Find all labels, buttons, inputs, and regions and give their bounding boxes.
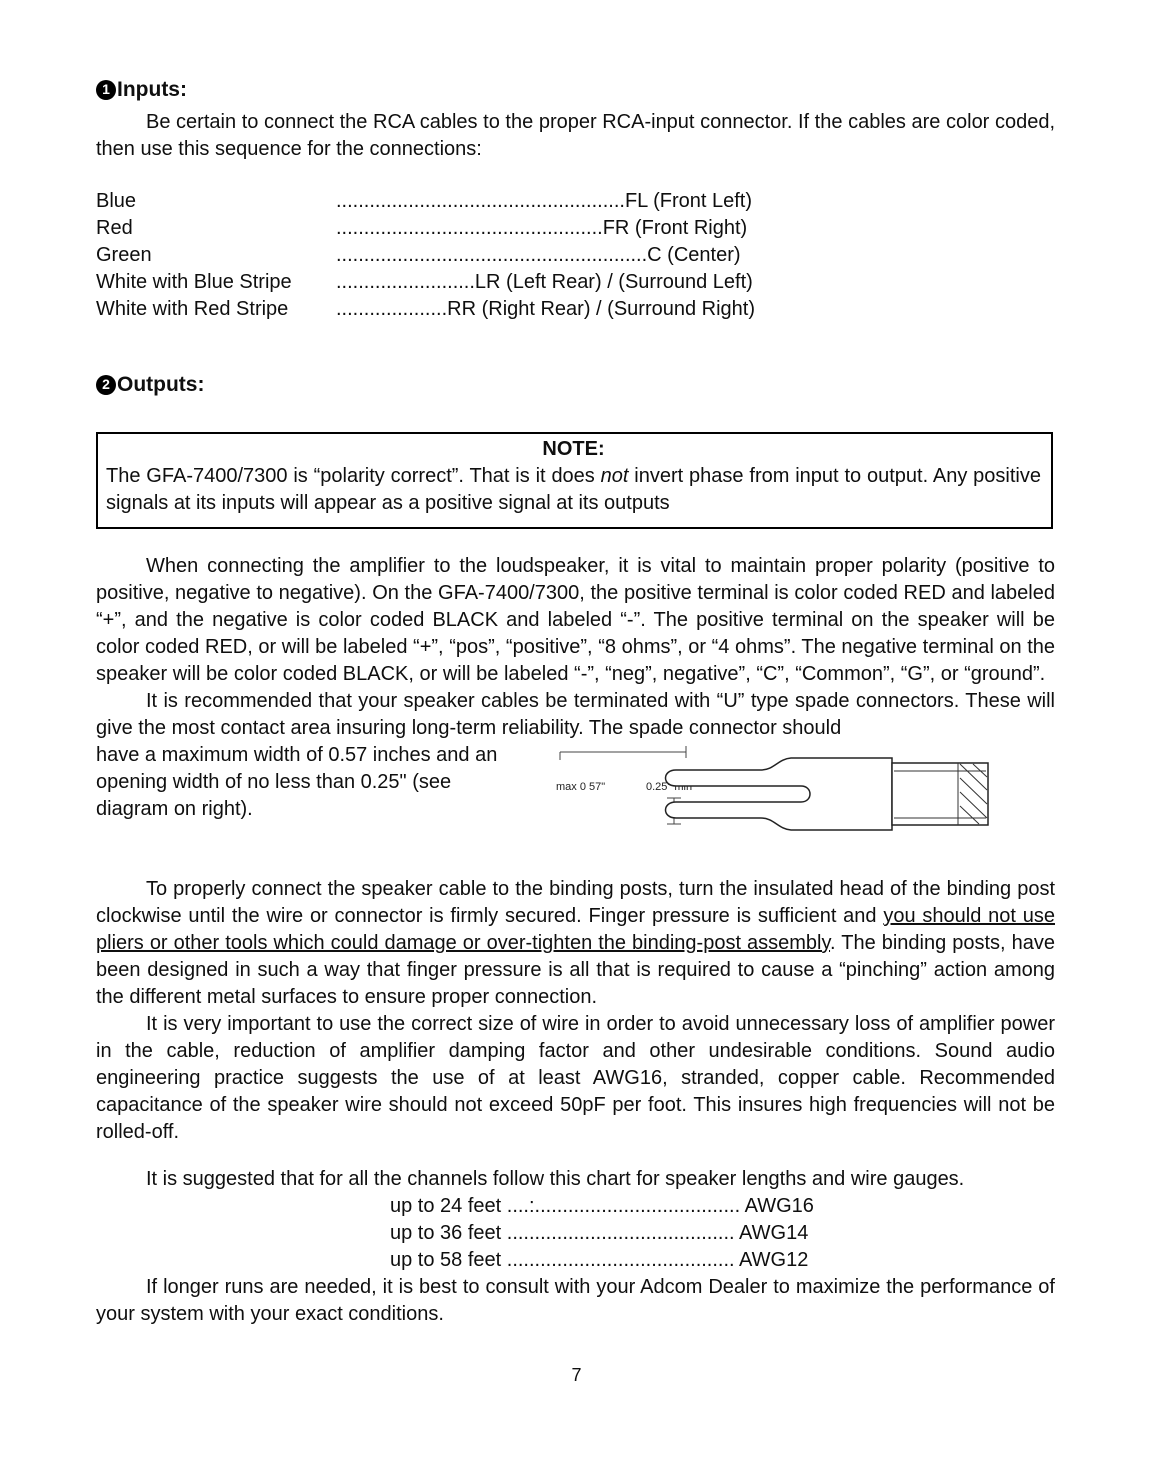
table-row bbox=[96, 242, 1055, 269]
wire-gauge-chart bbox=[390, 1193, 1055, 1274]
length-label: up to 24 feet bbox=[390, 1195, 502, 1217]
table-row bbox=[96, 215, 1055, 242]
circled-number-2-icon: 2 bbox=[96, 375, 116, 395]
gauge-row bbox=[390, 1247, 1055, 1274]
gauge-label: AWG14 bbox=[739, 1222, 809, 1244]
rca-connection-table bbox=[96, 188, 1055, 323]
leader-dots: ................................................ bbox=[336, 217, 603, 239]
gauge-label: AWG12 bbox=[739, 1249, 809, 1271]
min-opening-label: 0.25" min bbox=[646, 781, 693, 793]
channel-label: LR (Left Rear) / (Surround Left) bbox=[474, 271, 753, 293]
note-box bbox=[96, 432, 1053, 529]
fork-shape bbox=[666, 758, 893, 830]
table-row bbox=[96, 296, 1055, 323]
cable-color-label: White with Blue Stripe bbox=[96, 271, 292, 293]
outputs-heading bbox=[96, 371, 1055, 398]
cable-color-label: Red bbox=[96, 217, 133, 239]
outputs-heading-text: Outputs: bbox=[117, 373, 205, 396]
channel-label: FR (Front Right) bbox=[602, 217, 748, 239]
note-body bbox=[106, 463, 1041, 517]
inputs-section bbox=[96, 76, 1055, 323]
channel-label: C (Center) bbox=[647, 244, 741, 266]
leader-dots: ......................... bbox=[336, 271, 475, 293]
gauge-row bbox=[390, 1193, 1055, 1220]
channel-label: RR (Right Rear) / (Surround Right) bbox=[447, 298, 756, 320]
spade-connector-diagram bbox=[554, 744, 994, 852]
spade-paragraph-intro: It is recommended that your speaker cables be terminated with “U” type spade connectors. These will give the most contact area insuring long-term reliability. The spade connector should bbox=[96, 690, 1055, 739]
page-number: 7 bbox=[571, 1365, 582, 1385]
leader-dots: ......................................... bbox=[506, 1249, 735, 1271]
note-body-italic: not bbox=[600, 465, 629, 487]
leader-dots: .................................................... bbox=[336, 190, 625, 212]
table-row bbox=[96, 269, 1055, 296]
cable-color-label: White with Red Stripe bbox=[96, 298, 289, 320]
longer-runs-paragraph: If longer runs are needed, it is best to consult with your Adcom Dealer to maximize the performance of your system with your exact conditions. bbox=[96, 1276, 1055, 1325]
leader-dots: ......................................... bbox=[506, 1222, 735, 1244]
note-body-text: The GFA-7400/7300 is “polarity correct”. That is it does bbox=[106, 465, 601, 487]
channel-label: FL (Front Left) bbox=[624, 190, 753, 212]
binding-post-paragraph bbox=[96, 876, 1055, 1011]
length-label: up to 36 feet bbox=[390, 1222, 502, 1244]
polarity-paragraph: When connecting the amplifier to the loudspeaker, it is vital to maintain proper polarity (positive to positive, negative to negative). On the GFA-7400/7300, the positive terminal is color coded RED and labeled “+”, and the negative is color coded BLACK and labeled “-”. The positive terminal on the speaker will be color coded RED, or will be labeled “+”, “pos”, “positive”, “8 ohms”, or “4 ohms”. The negative terminal on the speaker will be color coded BLACK, or will be labeled “-”, “neg”, negative”, “C”, “Common”, “G”, or “ground”. bbox=[96, 555, 1055, 685]
gauge-row bbox=[390, 1220, 1055, 1247]
max-width-label: max 0 57" bbox=[556, 781, 606, 793]
circled-number-1-icon: 1 bbox=[96, 80, 116, 100]
spade-row bbox=[96, 742, 1055, 852]
binding-text: . The binding posts, have been designed in such a way that finger pressure is all that is required to cause a “pinching” action among the different metal surfaces to ensure proper connection. bbox=[96, 932, 1056, 1008]
gauge-label: AWG16 bbox=[744, 1195, 814, 1217]
binding-underlined-text: you should not use pliers or other tools which could damage or over-tighten the binding-post assembly bbox=[96, 905, 1055, 954]
inputs-heading bbox=[96, 76, 1055, 103]
leader-dots: .................... bbox=[336, 298, 448, 320]
note-title: NOTE: bbox=[542, 438, 605, 460]
note-body-text: invert phase from input to output. Any positive signals at its inputs will appear as a positive signal at its outputs bbox=[106, 465, 1041, 514]
inputs-heading-text: Inputs: bbox=[117, 78, 187, 101]
leader-dots: ....:..................................... bbox=[506, 1195, 741, 1217]
spade-connector-drawing bbox=[554, 744, 994, 844]
barrel-shape bbox=[892, 763, 988, 825]
table-row bbox=[96, 188, 1055, 215]
binding-text: To properly connect the speaker cable to the binding posts, turn the insulated head of the binding post clockwise until the wire or connector is firmly secured. Finger pressure is sufficient and bbox=[96, 878, 1055, 927]
length-label: up to 58 feet bbox=[390, 1249, 502, 1271]
inputs-intro-paragraph: Be certain to connect the RCA cables to the proper RCA-input connector. If the cables are color coded, then use this sequence for the connections: bbox=[96, 111, 1055, 160]
wire-size-paragraph: It is very important to use the correct size of wire in order to avoid unnecessary loss of amplifier power in the cable, reduction of amplifier damping factor and other undesirable conditions. Sound audio engineering practice suggests the use of at least AWG16, stranded, copper cable. Recommended capacitance of the speaker wire should not exceed 50pF per foot. This insures high frequencies will not be rolled-off. bbox=[96, 1013, 1055, 1143]
cable-color-label: Green bbox=[96, 244, 152, 266]
leader-dots: ........................................................ bbox=[336, 244, 648, 266]
spade-paragraph-left: have a maximum width of 0.57 inches and an opening width of no less than 0.25" (see diagram on right). bbox=[96, 744, 498, 820]
cable-color-label: Blue bbox=[96, 190, 137, 212]
outputs-section bbox=[96, 371, 1055, 1328]
chart-intro-paragraph: It is suggested that for all the channels follow this chart for speaker lengths and wire gauges. bbox=[146, 1168, 965, 1190]
